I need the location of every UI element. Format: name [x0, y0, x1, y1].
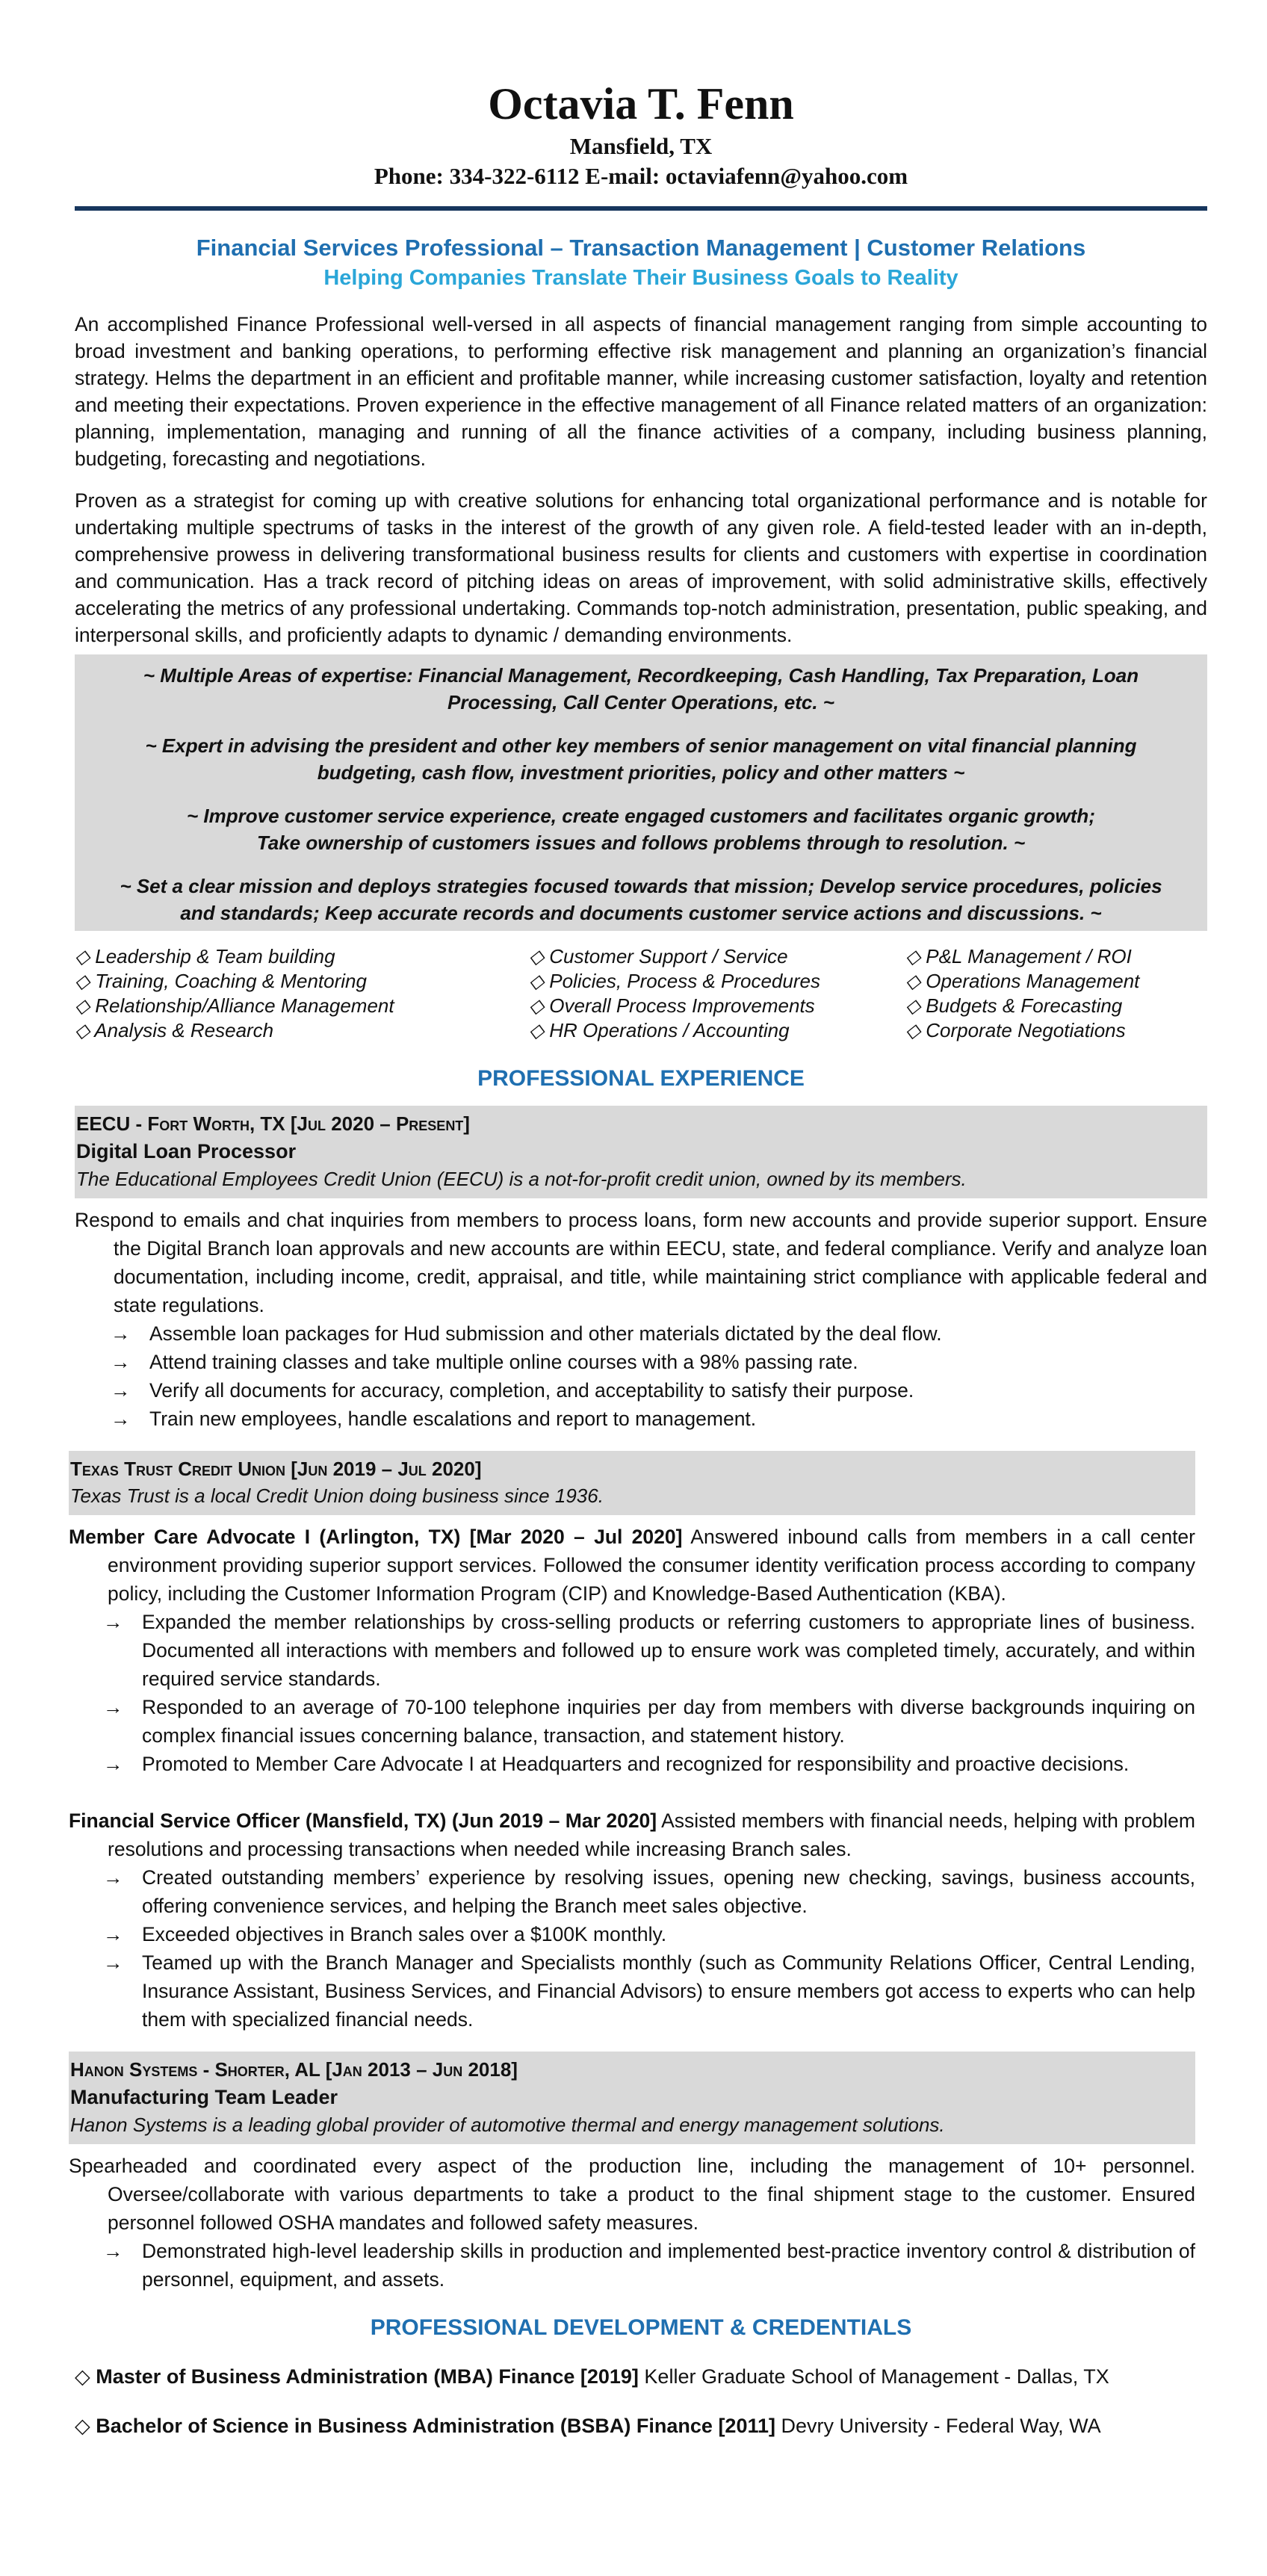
company-description: Texas Trust is a local Credit Union doing business since 1936.	[70, 1484, 604, 1507]
job-summary: Spearheaded and coordinated every aspect of the production line, including the management of 10+ personnel. Oversee/collaborate with various departments to take a product to the final shipment stage to the customer. Ensured personnel followed OSHA mandates and followed safety measures.	[69, 2155, 1195, 2234]
diamond-bullet-icon: ◇	[529, 1019, 544, 1041]
arrow-icon: →	[103, 1611, 123, 1633]
job-body-hanon	[69, 2152, 1195, 2294]
company-line: EECU - Fort Worth, TX [Jul 2020 – Present]	[76, 1112, 470, 1135]
experience-section-title: PROFESSIONAL EXPERIENCE	[477, 1066, 805, 1091]
expertise-item: ~ Multiple Areas of expertise: Financial Management, Recordkeeping, Cash Handling, Tax Preparation, Loan Processing, Call Center Operations, etc. ~	[143, 664, 1139, 713]
credential-item: ◇ Bachelor of Science in Business Administration (BSBA) Finance [2011] Devry University - Federal Way, WA	[75, 2415, 1101, 2437]
job-title: Digital Loan Processor	[76, 1140, 297, 1162]
arrow-icon: →	[103, 1696, 123, 1718]
skill-item: ◇ Leadership & Team building	[75, 945, 335, 967]
diamond-bullet-icon: ◇	[75, 945, 90, 967]
diamond-bullet-icon: ◇	[905, 970, 920, 992]
company-description: The Educational Employees Credit Union (EECU) is a not-for-profit credit union, owned by its members.	[76, 1168, 967, 1190]
skills-column-3	[905, 944, 1207, 1043]
job-title: Manufacturing Team Leader	[70, 2086, 338, 2108]
skill-item: ◇ HR Operations / Accounting	[529, 1019, 790, 1041]
diamond-bullet-icon: ◇	[905, 945, 920, 967]
arrow-icon: →	[111, 1379, 131, 1402]
skills-column-1	[75, 944, 529, 1043]
arrow-icon: →	[103, 1923, 123, 1945]
skill-item: ◇ Training, Coaching & Mentoring	[75, 970, 367, 992]
job-header-texas-trust	[69, 1451, 1195, 1515]
job-header-hanon	[69, 2052, 1195, 2144]
professional-headline: Financial Services Professional – Transaction Management | Customer Relations	[196, 235, 1086, 261]
candidate-name: Octavia T. Fenn	[488, 79, 794, 129]
job-bullet: → Demonstrated high-level leadership skills in production and implemented best-practice inventory control & distribution of personnel, equipment, and assets.	[69, 2237, 1195, 2294]
skill-item: ◇ Corporate Negotiations	[905, 1019, 1126, 1041]
diamond-bullet-icon: ◇	[75, 970, 90, 992]
candidate-location: Mansfield, TX	[569, 133, 713, 159]
skill-item: ◇ Overall Process Improvements	[529, 994, 815, 1017]
candidate-contact: Phone: 334-322-6112 E-mail: octaviafenn@yahoo.com	[374, 163, 908, 189]
skill-item: ◇ Operations Management	[905, 970, 1140, 992]
company-description: Hanon Systems is a leading global provider of automotive thermal and energy management solutions.	[70, 2114, 945, 2136]
job-bullet: → Exceeded objectives in Branch sales over a $100K monthly.	[69, 1920, 1195, 1948]
skill-item: ◇ Customer Support / Service	[529, 945, 788, 967]
credentials-section-title: PROFESSIONAL DEVELOPMENT & CREDENTIALS	[370, 2315, 912, 2340]
arrow-icon: →	[111, 1351, 131, 1373]
resume-page	[69, 0, 1207, 2440]
job-header-eecu	[75, 1106, 1207, 1198]
skill-item: ◇ Budgets & Forecasting	[905, 994, 1123, 1017]
expertise-box	[75, 654, 1207, 931]
job-bullet: → Created outstanding members’ experience by resolving issues, opening new checking, savings, business accounts, offering convenience services, and helping the Branch meet sales objective.	[69, 1863, 1195, 1920]
skill-item: ◇ Relationship/Alliance Management	[75, 994, 394, 1017]
job-bullet: → Expanded the member relationships by cross-selling products or referring customers to appropriate lines of business. Documented all interactions with members and followed up to ensure work was completed timely, accurately, and within required service standards.	[69, 1608, 1195, 1693]
job-role-financial-service-officer	[69, 1806, 1195, 2034]
arrow-icon: →	[111, 1408, 131, 1430]
diamond-bullet-icon: ◇	[529, 945, 544, 967]
skill-item: ◇ Policies, Process & Procedures	[529, 970, 820, 992]
job-bullet: → Verify all documents for accuracy, completion, and acceptability to satisfy their purpose.	[75, 1376, 1207, 1405]
job-bullet: → Responded to an average of 70-100 telephone inquiries per day from members with diverse backgrounds inquiring on complex financial issues concerning balance, transaction, and statement history.	[69, 1693, 1195, 1750]
job-bullet: → Teamed up with the Branch Manager and Specialists monthly (such as Community Relations Officer, Central Lending, Insurance Assistant, Business Services, and Financial Advisors) to ensure members got access to experts who can help them with specialized financial needs.	[69, 1948, 1195, 2034]
diamond-bullet-icon: ◇	[905, 1019, 920, 1041]
expertise-item: ~ Improve customer service experience, create engaged customers and facilitates organic growth; Take ownership of customers issues and follows problems through to resolution. ~	[187, 805, 1095, 854]
credential-item: ◇ Master of Business Administration (MBA) Finance [2019] Keller Graduate School of Management - Dallas, TX	[75, 2365, 1109, 2388]
expertise-item: ~ Set a clear mission and deploys strategies focused towards that mission; Develop service procedures, policies and standards; Keep accurate records and documents customer service actions and discussions. ~	[120, 875, 1162, 924]
job-body-eecu	[75, 1206, 1207, 1433]
texas-trust-block	[69, 1451, 1195, 2294]
arrow-icon: →	[103, 1753, 123, 1775]
company-line: Texas Trust Credit Union [Jun 2019 – Jul 2020]	[70, 1458, 482, 1480]
expertise-item: ~ Expert in advising the president and other key members of senior management on vital financial planning budgeting, cash flow, investment priorities, policy and other matters ~	[145, 734, 1137, 784]
arrow-icon: →	[103, 1866, 123, 1889]
professional-tagline: Helping Companies Translate Their Business Goals to Reality	[323, 266, 958, 290]
job-bullet: → Attend training classes and take multiple online courses with a 98% passing rate.	[75, 1348, 1207, 1376]
diamond-bullet-icon: ◇	[75, 1019, 90, 1041]
diamond-bullet-icon: ◇	[75, 994, 90, 1017]
skills-grid	[75, 944, 1207, 1043]
diamond-bullet-icon: ◇	[75, 2415, 90, 2437]
company-line: Hanon Systems - Shorter, AL [Jan 2013 – Jun 2018]	[70, 2058, 518, 2081]
diamond-bullet-icon: ◇	[905, 994, 920, 1017]
summary-paragraph-2: Proven as a strategist for coming up with creative solutions for enhancing total organizational performance and is notable for undertaking multiple spectrums of tasks in the interest of the growth of any given role. A field-tested leader with an in-depth, comprehensive prowess in delivering transformational business results for clients and customers with expertise in coordination and communication. Has a track record of pitching ideas on areas of improvement, with solid administrative skills, effectively accelerating the metrics of any professional undertaking. Commands top-notch administration, presentation, public speaking, and interpersonal skills, and proficiently adapts to dynamic / demanding environments.	[75, 489, 1207, 646]
header-divider	[75, 206, 1207, 211]
job-role-member-care	[69, 1523, 1195, 1778]
role-summary: Financial Service Officer (Mansfield, TX) (Jun 2019 – Mar 2020] Assisted members with financial needs, helping with problem resolutions and processing transactions when needed while increasing Branch sales.	[69, 1809, 1195, 1860]
diamond-bullet-icon: ◇	[75, 2365, 90, 2388]
job-bullet: → Promoted to Member Care Advocate I at Headquarters and recognized for responsibility and proactive decisions.	[69, 1750, 1195, 1778]
skill-item: ◇ Analysis & Research	[75, 1019, 274, 1041]
arrow-icon: →	[103, 1951, 123, 1974]
skill-item: ◇ P&L Management / ROI	[905, 945, 1132, 967]
summary-paragraph-1: An accomplished Finance Professional well-versed in all aspects of financial management ranging from simple accounting to broad investment and banking operations, to performing effective risk management and planning an organization’s financial strategy. Helms the department in an efficient and profitable manner, while increasing customer satisfaction, loyalty and retention and meeting their expectations. Proven experience in the effective management of all Finance related matters of an organization: planning, implementation, managing and running of all the finance activities of a company, including business planning, budgeting, forecasting and negotiations.	[75, 313, 1207, 470]
diamond-bullet-icon: ◇	[529, 994, 544, 1017]
job-bullet: → Assemble loan packages for Hud submission and other materials dictated by the deal flow.	[75, 1319, 1207, 1348]
arrow-icon: →	[103, 2240, 123, 2262]
job-summary: Respond to emails and chat inquiries from members to process loans, form new accounts and provide superior support. Ensure the Digital Branch loan approvals and new accounts are within EECU, state, and federal compliance. Verify and analyze loan documentation, including income, credit, appraisal, and title, while maintaining strict compliance with applicable federal and state regulations.	[75, 1209, 1207, 1316]
diamond-bullet-icon: ◇	[529, 970, 544, 992]
skills-column-2	[529, 944, 905, 1043]
job-bullet: → Train new employees, handle escalations and report to management.	[75, 1405, 1207, 1433]
arrow-icon: →	[111, 1322, 131, 1345]
role-summary: Member Care Advocate I (Arlington, TX) [Mar 2020 – Jul 2020] Answered inbound calls from members in a call center environment providing superior support services. Followed the consumer identity verification process according to company policy, including the Customer Information Program (CIP) and Knowledge-Based Authentication (KBA).	[69, 1526, 1195, 1605]
